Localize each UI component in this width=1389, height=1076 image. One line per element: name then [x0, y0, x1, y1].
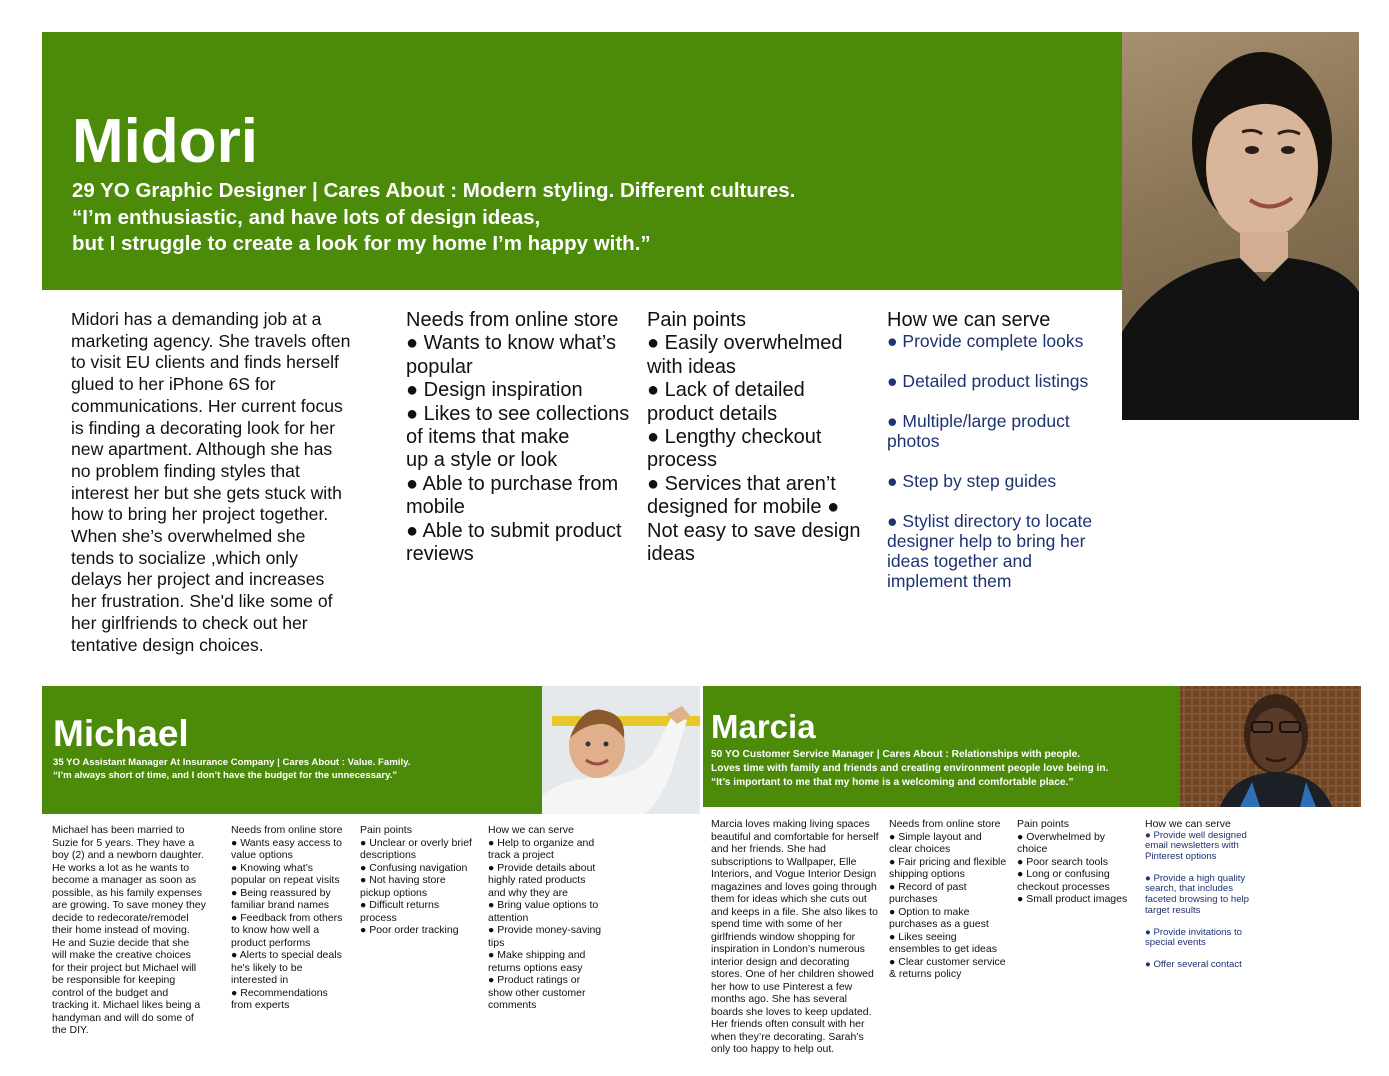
michael-serve-line: How we can serve: [488, 824, 574, 836]
midori-bio-line: When she’s overwhelmed she: [71, 526, 306, 547]
midori-needs-line: up a style or look: [406, 449, 558, 472]
michael-pain: [360, 824, 485, 937]
midori-bio-line: her frustration. She'd like some of: [71, 591, 333, 612]
midori-bio-line: new apartment. Although she has: [71, 439, 333, 460]
michael-pain-line: Pain points: [360, 824, 412, 836]
midori-bio-line: tentative design choices.: [71, 634, 264, 655]
midori-pain-line: ● Lengthy checkout: [647, 426, 822, 449]
midori-serve-line: photos: [887, 431, 940, 451]
marcia-pain: [1017, 818, 1142, 906]
marcia-needs-line: ● Option to make: [889, 905, 970, 918]
midori-pain-line: ideas: [647, 543, 695, 566]
marcia-bio-line: subscriptions to Wallpaper, Elle: [711, 855, 857, 868]
michael-subtitle-line: 35 YO Assistant Manager At Insurance Company | Cares About : Value. Family.: [53, 757, 411, 768]
michael-needs-line: he's likely to be: [231, 961, 303, 974]
michael-bio-line: decide to redecorate/remodel: [52, 911, 189, 924]
michael-serve-line: ● Provide money-saving: [488, 924, 602, 936]
midori-bio-line: glued to her iPhone 6S for: [71, 374, 276, 395]
michael-needs-line: ● Recommendations: [231, 986, 328, 999]
midori-needs-line: ● Wants to know what’s: [406, 332, 616, 355]
midori-serve-list: [887, 331, 1122, 591]
midori-serve-line: ● Detailed product listings: [887, 371, 1089, 391]
marcia-serve-line: ● Provide invitations to: [1145, 926, 1242, 938]
michael-serve-line: show other customer: [488, 986, 586, 999]
marcia-bio-line: Interiors, and Vogue Interior Design: [711, 868, 877, 880]
midori-pain-line: product details: [647, 402, 778, 425]
midori-bio-line: delays her project and increases: [71, 569, 325, 590]
michael-bio-line: tracking it. Michael likes being a: [52, 999, 201, 1011]
marcia-needs-line: purchases: [889, 893, 938, 905]
michael-subtitle-line: “I’m always short of time, and I don’t have the budget for the unnecessary.”: [53, 770, 398, 781]
marcia-bio-line: her how to use Pinterest a few: [711, 980, 853, 993]
midori-subtitle-line: “I’m enthusiastic, and have lots of design ideas,: [72, 205, 541, 229]
michael-bio-line: boy (2) and a newborn daughter.: [52, 849, 204, 861]
midori-needs: [406, 309, 641, 566]
michael-pain-line: ● Confusing navigation: [360, 861, 468, 874]
midori-bio-line: Midori has a demanding job at a: [71, 309, 322, 329]
marcia-subtitle-line: 50 YO Customer Service Manager | Cares About : Relationships with people.: [711, 749, 1081, 760]
marcia-serve-title: How we can serve: [1145, 818, 1231, 830]
marcia-serve-line: Pinterest options: [1145, 851, 1217, 863]
marcia-bio-line: inspiration in London’s numerous: [711, 943, 865, 955]
michael-pain-line: process: [360, 911, 397, 924]
marcia-needs-line: purchases as a guest: [889, 918, 989, 930]
marcia-serve-line: special events: [1145, 937, 1206, 949]
midori-serve-line: ● Step by step guides: [887, 471, 1057, 491]
midori-needs-line: popular: [406, 355, 473, 378]
marcia-bio-line: Marcia loves making living spaces: [711, 818, 870, 830]
michael-needs-line: ● Alerts to special deals: [231, 949, 342, 961]
marcia-portrait-icon: [1180, 686, 1361, 807]
michael-needs-line: from experts: [231, 999, 290, 1011]
michael-serve-line: comments: [488, 999, 537, 1011]
midori-needs-line: ● Able to submit product: [406, 519, 622, 542]
michael-pain-line: ● Unclear or overly brief: [360, 836, 472, 849]
michael-needs-line: familiar brand names: [231, 899, 330, 911]
midori-portrait-icon: [1122, 32, 1359, 420]
marcia-name: Marcia: [711, 708, 816, 745]
michael-pain-line: pickup options: [360, 886, 428, 899]
midori-subtitle: [72, 178, 795, 258]
marcia-bio-line: interior design and decorating: [711, 955, 850, 968]
midori-pain-line: ● Easily overwhelmed: [647, 332, 843, 355]
michael-serve-line: track a project: [488, 849, 554, 861]
marcia-serve-list: [1145, 831, 1275, 971]
michael-serve-line: tips: [488, 936, 505, 949]
midori-bio: [71, 309, 391, 656]
marcia-bio-line: them for ideas which she cuts out: [711, 893, 867, 905]
midori-portrait: [1122, 32, 1359, 420]
midori-serve-line: ● Stylist directory to locate: [887, 511, 1093, 531]
marcia-serve-line: faceted browsing to help: [1145, 894, 1249, 906]
marcia-pain-line: ● Poor search tools: [1017, 855, 1108, 868]
michael-serve-line: highly rated products: [488, 874, 586, 886]
marcia-needs-line: clear choices: [889, 843, 951, 855]
michael-bio-line: He works a lot as he wants to: [52, 861, 190, 874]
michael-bio-line: be responsible for keeping: [52, 974, 176, 986]
marcia-bio-line: boards she loves to keep updated.: [711, 1005, 872, 1018]
michael-needs-line: product performs: [231, 936, 311, 949]
marcia-bio-line: girlfriends window shopping for: [711, 930, 856, 943]
marcia-needs-line: shipping options: [889, 868, 965, 880]
michael-pain-line: ● Poor order tracking: [360, 924, 459, 936]
midori-pain-line: Pain points: [647, 309, 746, 331]
midori-pain-line: ● Lack of detailed: [647, 379, 805, 402]
midori-pain-line: designed for mobile ●: [647, 496, 840, 519]
michael-bio-line: the DIY.: [52, 1024, 89, 1036]
marcia-bio: [711, 818, 886, 1056]
midori-bio-line: communications. Her current focus: [71, 395, 343, 416]
midori-needs-line: ● Design inspiration: [406, 379, 583, 402]
michael-bio-line: Michael has been married to: [52, 824, 185, 836]
midori-name: Midori: [72, 107, 258, 176]
midori-pain-line: with ideas: [647, 355, 736, 378]
midori-needs-line: ● Able to purchase from: [406, 472, 619, 495]
midori-serve: [887, 309, 1122, 591]
marcia-bio-line: Her friends often consult with her: [711, 1018, 865, 1030]
michael-needs-line: ● Wants easy access to: [231, 836, 342, 849]
michael-serve-line: attention: [488, 911, 529, 924]
marcia-serve-line: target results: [1145, 905, 1201, 917]
midori-needs-line: reviews: [406, 543, 474, 566]
michael-portrait-icon: [542, 686, 700, 814]
midori-bio-line: how to bring her project together.: [71, 504, 329, 525]
marcia-subtitle: [711, 748, 1108, 790]
midori-serve-line: implement them: [887, 571, 1012, 591]
michael-bio-line: become a manager as soon as: [52, 874, 197, 886]
michael-needs-line: value options: [231, 849, 293, 861]
midori-serve-line: ● Provide complete looks: [887, 331, 1084, 351]
marcia-serve-line: search, that includes: [1145, 883, 1233, 895]
michael-serve-line: ● Make shipping and: [488, 949, 586, 961]
marcia-needs: [889, 818, 1014, 981]
michael-bio-line: will make the creative choices: [52, 949, 191, 961]
midori-bio-line: her girlfriends to check out her: [71, 612, 308, 633]
marcia-bio-line: magazines and loves going through: [711, 880, 877, 893]
midori-pain: [647, 309, 877, 566]
michael-needs-line: ● Knowing what’s: [231, 861, 314, 874]
michael-serve-line: returns options easy: [488, 961, 583, 974]
midori-bio-line: marketing agency. She travels often: [71, 330, 351, 351]
michael-bio-line: control of the budget and: [52, 986, 169, 999]
midori-pain-line: ● Services that aren’t: [647, 472, 836, 495]
marcia-pain-line: choice: [1017, 843, 1048, 855]
michael-needs-line: popular on repeat visits: [231, 874, 340, 886]
marcia-pain-line: Pain points: [1017, 818, 1069, 830]
marcia-needs-line: & returns policy: [889, 968, 962, 980]
marcia-needs-line: ensembles to get ideas: [889, 943, 997, 955]
midori-needs-line: ● Likes to see collections: [406, 402, 630, 425]
michael-subtitle: [53, 756, 410, 782]
michael-bio-line: possible, as his family expenses: [52, 886, 202, 899]
midori-subtitle-line: 29 YO Graphic Designer | Cares About : Modern styling. Different cultures.: [72, 179, 796, 202]
michael-bio-line: their home instead of moving.: [52, 924, 190, 936]
marcia-bio-line: beautiful and comfortable for herself: [711, 830, 879, 843]
marcia-pain-line: checkout processes: [1017, 880, 1110, 893]
michael-serve-line: ● Help to organize and: [488, 836, 595, 849]
michael-pain-line: descriptions: [360, 849, 417, 861]
midori-serve-line: ideas together and: [887, 551, 1032, 571]
marcia-bio-line: and keeps in a file. She also likes to: [711, 905, 878, 918]
michael-serve-line: and why they are: [488, 886, 568, 899]
midori-bio-line: interest her but she gets stuck with: [71, 482, 342, 503]
marcia-needs-line: ● Likes seeing: [889, 930, 957, 943]
marcia-serve-line: email newsletters with: [1145, 840, 1239, 852]
midori-needs-line: mobile: [406, 496, 465, 519]
midori-bio-line: tends to socialize ,which only: [71, 547, 298, 568]
michael-serve-line: ● Product ratings or: [488, 974, 581, 986]
michael-bio-line: He and Suzie decide that she: [52, 936, 190, 949]
michael-bio-line: Suzie for 5 years. They have a: [52, 836, 195, 849]
midori-pain-line: Not easy to save design: [647, 519, 861, 542]
marcia-bio-line: and her friends. She had: [711, 843, 826, 855]
michael-bio-line: for their project but Michael will: [52, 961, 197, 974]
marcia-pain-line: ● Small product images: [1017, 893, 1128, 905]
marcia-needs-line: ● Simple layout and: [889, 830, 982, 843]
midori-bio-line: to visit EU clients and finds herself: [71, 352, 339, 373]
midori-bio-line: no problem finding styles that: [71, 460, 300, 481]
marcia-needs-line: ● Clear customer service: [889, 955, 1006, 968]
midori-pain-line: process: [647, 449, 718, 472]
michael-bio-line: are growing. To save money they: [52, 899, 206, 911]
midori-serve-title: How we can serve: [887, 309, 1051, 331]
michael-pain-line: ● Difficult returns: [360, 899, 440, 911]
marcia-bio-line: spend time with some of her: [711, 918, 843, 930]
marcia-serve-line: ● Offer several contact: [1145, 959, 1242, 971]
marcia-bio-line: only too happy to help out.: [711, 1043, 835, 1055]
michael-bio-line: handyman and will do some of: [52, 1011, 194, 1024]
midori-bio-line: is finding a decorating look for her: [71, 417, 336, 438]
midori-needs-line: of items that make: [406, 426, 570, 449]
marcia-subtitle-line: Loves time with family and friends and creating environment people love being in.: [711, 763, 1109, 774]
midori-subtitle-line: but I struggle to create a look for my home I’m happy with.”: [72, 232, 651, 255]
michael-pain-line: ● Not having store: [360, 874, 446, 886]
marcia-needs-line: Needs from online store: [889, 818, 1001, 830]
marcia-serve: [1145, 818, 1275, 971]
marcia-portrait: [1180, 686, 1361, 807]
michael-serve: [488, 824, 613, 1012]
michael-needs-line: interested in: [231, 974, 289, 986]
michael-serve-line: ● Provide details about: [488, 861, 596, 874]
midori-needs-line: Needs from online store: [406, 309, 619, 331]
michael-serve-line: ● Bring value options to: [488, 899, 599, 911]
michael-needs-line: Needs from online store: [231, 824, 343, 836]
marcia-bio-line: when they’re decorating. Sarah’s: [711, 1030, 864, 1043]
michael-portrait: [542, 686, 700, 814]
michael-needs-line: ● Feedback from others: [231, 911, 343, 924]
marcia-needs-line: ● Record of past: [889, 880, 967, 893]
michael-needs: [231, 824, 356, 1012]
marcia-needs-line: ● Fair pricing and flexible: [889, 855, 1007, 868]
midori-serve-line: ● Multiple/large product: [887, 411, 1070, 431]
marcia-serve-line: ● Provide a high quality: [1145, 872, 1246, 884]
marcia-bio-line: months ago. She has several: [711, 993, 847, 1005]
michael-needs-line: to know how well a: [231, 924, 320, 936]
midori-serve-line: designer help to bring her: [887, 531, 1086, 551]
marcia-pain-line: ● Long or confusing: [1017, 868, 1110, 880]
marcia-bio-line: stores. One of her children showed: [711, 968, 874, 980]
marcia-serve-line: ● Provide well designed: [1145, 829, 1247, 841]
michael-bio: [52, 824, 227, 1037]
michael-needs-line: ● Being reassured by: [231, 886, 331, 899]
marcia-pain-line: ● Overwhelmed by: [1017, 830, 1106, 843]
michael-name: Michael: [53, 713, 189, 754]
marcia-subtitle-line: “It’s important to me that my home is a welcoming and comfortable place.”: [711, 777, 1074, 788]
